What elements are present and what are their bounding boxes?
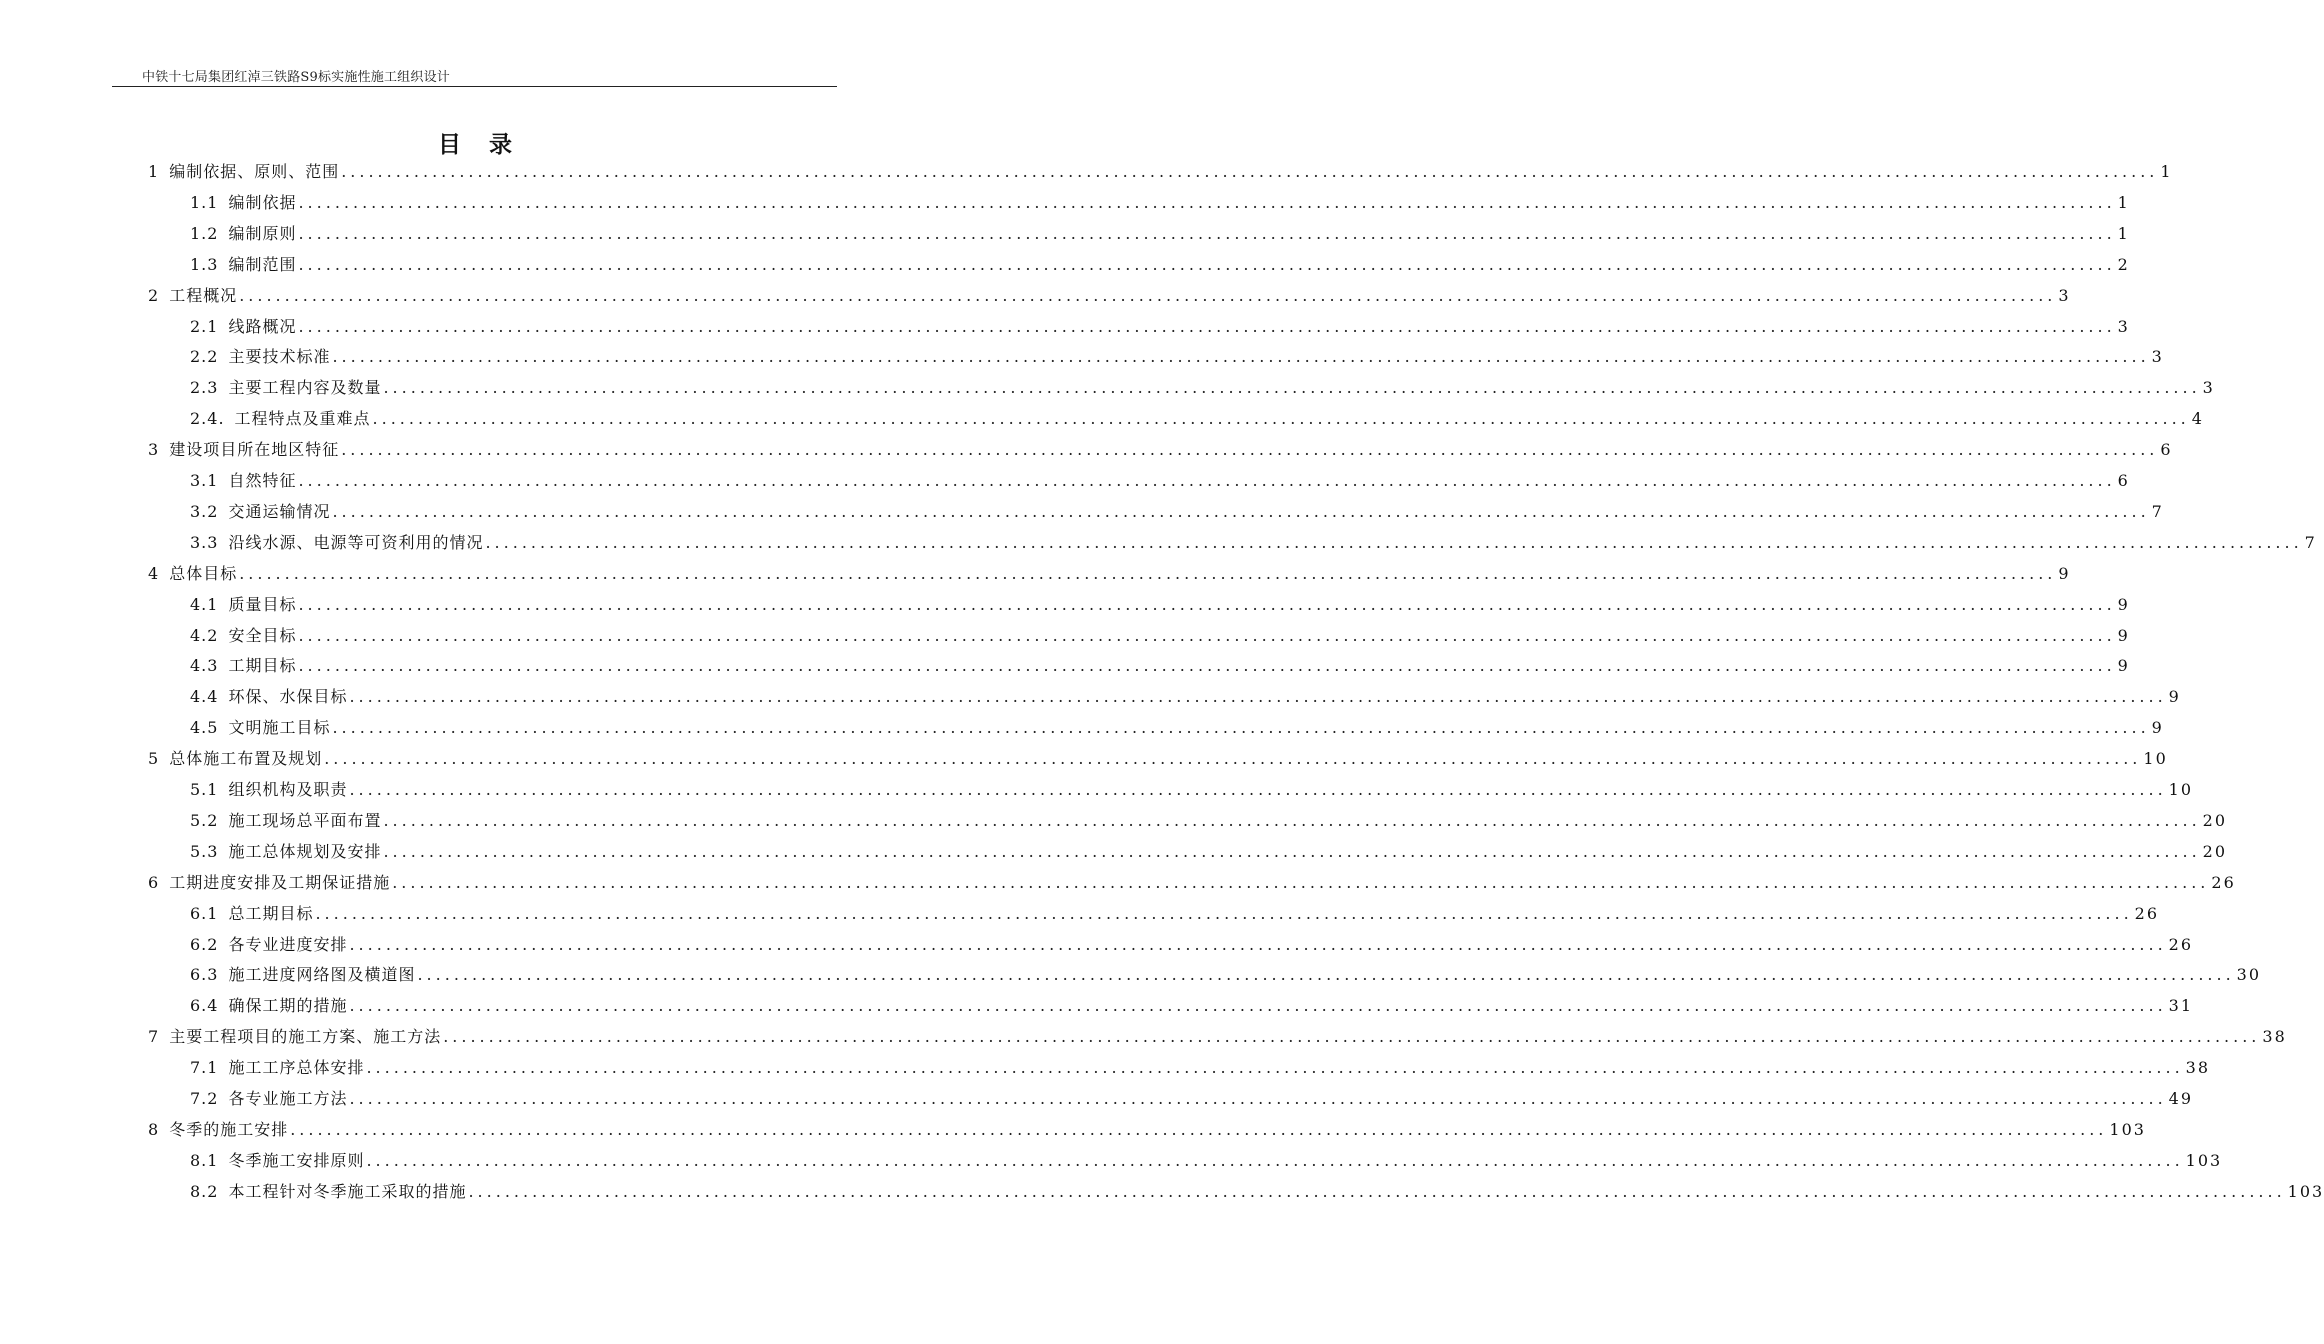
toc-entry-number: 3 <box>148 440 160 460</box>
toc-entry-number: 5 <box>148 749 160 769</box>
toc-entry-page: 3 <box>2151 347 2164 367</box>
toc-entry-label: 工期进度安排及工期保证措施 <box>169 872 391 892</box>
toc-entry-label: 编制范围 <box>228 254 297 274</box>
toc-entry-number: 1 <box>148 162 160 181</box>
toc-entry-number: 3.1 <box>190 471 219 490</box>
toc-leader-dots: ........................................................................................................................................................................................................ <box>239 563 2057 583</box>
toc-entry-label: 沿线水源、电源等可资利用的情况 <box>228 532 484 552</box>
toc-leader-dots: ........................................................................................................................................................................................................ <box>298 471 2116 490</box>
toc-entry-label: 编制依据、原则、范围 <box>169 162 340 181</box>
toc-leader-dots: ........................................................................................................................................................................................................ <box>485 532 2303 552</box>
toc-entry-number: 4 <box>148 563 160 583</box>
toc-entry-label: 交通运输情况 <box>228 501 331 521</box>
toc-entry-page: 9 <box>2117 594 2130 614</box>
toc-title: 目 录 <box>437 131 522 158</box>
toc-entry-page: 30 <box>2236 965 2262 985</box>
toc-leader-dots: ........................................................................................................................................................................................................ <box>392 872 2210 892</box>
toc-entry[interactable] <box>190 1085 2194 1113</box>
page-header <box>112 58 837 87</box>
toc-entry-number: 8.1 <box>190 1150 219 1170</box>
toc-entry-page: 9 <box>2117 625 2130 645</box>
toc-entry-number: 5.1 <box>190 780 219 799</box>
toc-leader-dots: ........................................................................................................................................................................................................ <box>298 656 2116 676</box>
toc-entry[interactable] <box>190 683 2181 711</box>
toc-entry-number: 6.1 <box>190 903 219 923</box>
toc-entry[interactable] <box>148 436 2173 464</box>
toc-leader-dots: ........................................................................................................................................................................................................ <box>239 285 2057 305</box>
toc-leader-dots: ........................................................................................................................................................................................................ <box>383 841 2201 861</box>
toc-entry-label: 文明施工目标 <box>228 718 331 738</box>
toc-entry-number: 2.2 <box>190 347 219 367</box>
toc-entry-page: 3 <box>2202 378 2215 398</box>
toc-entry-number: 4.4 <box>190 687 219 707</box>
toc-entry[interactable] <box>190 467 2130 495</box>
toc-entry-number: 1.2 <box>190 223 219 243</box>
toc-entry-label: 工程特点及重难点 <box>234 409 371 429</box>
toc-entry-number: 4.1 <box>190 594 219 614</box>
toc-entry-label: 编制依据 <box>228 192 297 212</box>
toc-leader-dots: ........................................................................................................................................................................................................ <box>298 594 2116 614</box>
toc-entry-label: 冬季的施工安排 <box>169 1119 289 1139</box>
toc-entry-page: 9 <box>2151 718 2164 738</box>
toc-entry-page: 1 <box>2160 162 2173 181</box>
toc-entry-page: 103 <box>2109 1119 2146 1139</box>
toc-entry-page: 1 <box>2117 192 2130 212</box>
toc-entry[interactable] <box>190 1054 2211 1082</box>
toc-leader-dots: ........................................................................................................................................................................................................ <box>366 1058 2184 1078</box>
toc-leader-dots: ........................................................................................................................................................................................................ <box>349 1089 2167 1108</box>
toc-entry-page: 4 <box>2191 409 2204 429</box>
toc-entry-page: 49 <box>2168 1089 2194 1108</box>
toc-entry[interactable] <box>148 158 2173 186</box>
toc-entry-label: 安全目标 <box>228 625 297 645</box>
toc-entry-page: 103 <box>2287 1181 2324 1201</box>
toc-entry-page: 7 <box>2151 501 2164 521</box>
toc-entry[interactable] <box>190 622 2130 650</box>
toc-entry-label: 质量目标 <box>228 594 297 614</box>
toc-entry[interactable] <box>190 807 2228 835</box>
toc-entry-number: 3.3 <box>190 532 219 552</box>
toc-entry-label: 编制原则 <box>228 223 297 243</box>
toc-leader-dots: ........................................................................................................................................................................................................ <box>324 749 2142 769</box>
toc-entry[interactable] <box>190 189 2130 217</box>
toc-entry[interactable] <box>148 869 2236 897</box>
toc-leader-dots: ........................................................................................................................................................................................................ <box>349 996 2167 1016</box>
toc-entry[interactable] <box>190 1147 2223 1175</box>
toc-entry[interactable] <box>190 529 2317 557</box>
toc-entry-number: 7.1 <box>190 1058 219 1078</box>
toc-entry-label: 总体施工布置及规划 <box>169 749 323 769</box>
toc-entry-label: 确保工期的措施 <box>228 996 348 1016</box>
toc-entry-page: 38 <box>2262 1027 2287 1047</box>
toc-entry-number: 3.2 <box>190 501 219 521</box>
toc-entry-number: 6.2 <box>190 934 219 954</box>
toc-entry-label: 冬季施工安排原则 <box>228 1150 365 1170</box>
toc-entry[interactable] <box>190 992 2194 1020</box>
toc-entry[interactable] <box>190 405 2204 433</box>
toc-entry[interactable] <box>190 498 2164 526</box>
toc-entry-label: 各专业进度安排 <box>228 934 348 954</box>
toc-entry-label: 自然特征 <box>228 471 297 490</box>
toc-entry[interactable] <box>190 313 2130 341</box>
toc-leader-dots: ........................................................................................................................................................................................................ <box>383 378 2201 398</box>
toc-leader-dots: ........................................................................................................................................................................................................ <box>332 718 2150 738</box>
toc-entry-number: 7 <box>148 1027 160 1047</box>
toc-entry-page: 26 <box>2211 872 2236 892</box>
toc-entry-page: 20 <box>2202 841 2228 861</box>
toc-leader-dots: ........................................................................................................................................................................................................ <box>349 934 2167 954</box>
toc-entry-number: 4.5 <box>190 718 219 738</box>
toc-entry-number: 6 <box>148 872 160 892</box>
toc-leader-dots: ........................................................................................................................................................................................................ <box>298 254 2116 274</box>
toc-entry-page: 31 <box>2168 996 2194 1016</box>
toc-entry[interactable] <box>190 838 2228 866</box>
toc-entry[interactable] <box>190 900 2160 928</box>
toc-leader-dots: ........................................................................................................................................................................................................ <box>366 1150 2184 1170</box>
toc-entry-page: 26 <box>2168 934 2194 954</box>
toc-entry-page: 6 <box>2160 440 2173 460</box>
toc-leader-dots: ........................................................................................................................................................................................................ <box>290 1119 2108 1139</box>
toc-entry-number: 2 <box>148 285 160 305</box>
toc-leader-dots: ........................................................................................................................................................................................................ <box>332 501 2150 521</box>
toc-entry-page: 3 <box>2117 316 2130 336</box>
toc-entry-label: 施工总体规划及安排 <box>228 841 382 861</box>
toc-entry-label: 工程概况 <box>169 285 238 305</box>
toc-leader-dots: ........................................................................................................................................................................................................ <box>383 810 2201 830</box>
toc-entry-label: 施工工序总体安排 <box>228 1058 365 1078</box>
toc-entry-label: 总体目标 <box>169 563 238 583</box>
toc-entry[interactable] <box>148 282 2071 310</box>
toc-entry-page: 9 <box>2117 656 2130 676</box>
toc-entry-label: 施工现场总平面布置 <box>228 810 382 830</box>
header-text: 中铁十七局集团红淖三铁路S9标实施性施工组织设计 <box>142 70 450 85</box>
toc-leader-dots: ........................................................................................................................................................................................................ <box>341 162 2159 181</box>
toc-entry-page: 10 <box>2168 780 2194 799</box>
toc-entry-label: 本工程针对冬季施工采取的措施 <box>228 1181 467 1201</box>
toc-entry-page: 103 <box>2185 1150 2223 1170</box>
toc-entry-number: 2.3 <box>190 378 219 398</box>
toc-leader-dots: ........................................................................................................................................................................................................ <box>468 1181 2286 1201</box>
toc-leader-dots: ........................................................................................................................................................................................................ <box>298 223 2116 243</box>
toc-leader-dots: ........................................................................................................................................................................................................ <box>417 965 2235 985</box>
toc-entry-number: 4.2 <box>190 625 219 645</box>
toc-entry-number: 8 <box>148 1119 160 1139</box>
toc-entry-label: 主要技术标准 <box>228 347 331 367</box>
toc-entry-page: 1 <box>2117 223 2130 243</box>
toc-entry[interactable] <box>148 1023 2287 1051</box>
toc-entry[interactable] <box>190 343 2164 371</box>
toc-entry-page: 26 <box>2134 903 2160 923</box>
toc-entry-page: 9 <box>2168 687 2181 707</box>
toc-leader-dots: ........................................................................................................................................................................................................ <box>332 347 2150 367</box>
toc-entry[interactable] <box>190 652 2130 680</box>
toc-entry-page: 7 <box>2304 532 2317 552</box>
toc-entry-number: 7.2 <box>190 1089 219 1108</box>
toc-leader-dots: ........................................................................................................................................................................................................ <box>372 409 2190 429</box>
toc-entry-number: 6.4 <box>190 996 219 1016</box>
toc-entry-number: 1.3 <box>190 254 219 274</box>
toc-entry-page: 38 <box>2185 1058 2211 1078</box>
toc-leader-dots: ........................................................................................................................................................................................................ <box>443 1027 2261 1047</box>
toc-entry-label: 总工期目标 <box>228 903 314 923</box>
toc-entry[interactable] <box>148 560 2071 588</box>
toc-entry-number: 1.1 <box>190 192 219 212</box>
toc-entry-number: 8.2 <box>190 1181 219 1201</box>
toc-entry-page: 20 <box>2202 810 2228 830</box>
toc-entry-label: 建设项目所在地区特征 <box>169 440 340 460</box>
toc-leader-dots: ........................................................................................................................................................................................................ <box>315 903 2133 923</box>
toc-entry-page: 3 <box>2058 285 2071 305</box>
toc-leader-dots: ........................................................................................................................................................................................................ <box>349 687 2167 707</box>
toc-entry[interactable] <box>190 591 2130 619</box>
toc-entry-label: 工期目标 <box>228 656 297 676</box>
toc-entry-page: 2 <box>2117 254 2130 274</box>
toc-leader-dots: ........................................................................................................................................................................................................ <box>298 316 2116 336</box>
toc-entry[interactable] <box>190 714 2164 742</box>
toc-entry[interactable] <box>190 251 2130 279</box>
toc-leader-dots: ........................................................................................................................................................................................................ <box>341 440 2159 460</box>
toc-entry[interactable] <box>190 374 2215 402</box>
toc-entry-label: 主要工程项目的施工方案、施工方法 <box>169 1027 442 1047</box>
toc-entry-label: 组织机构及职责 <box>228 780 348 799</box>
toc-entry[interactable] <box>148 745 2168 773</box>
toc-leader-dots: ........................................................................................................................................................................................................ <box>298 625 2116 645</box>
toc-entry[interactable] <box>148 1116 2146 1144</box>
toc-entry-page: 10 <box>2143 749 2168 769</box>
toc-entry-label: 线路概况 <box>228 316 297 336</box>
toc-entry[interactable] <box>190 961 2262 989</box>
toc-entry-number: 4.3 <box>190 656 219 676</box>
toc-entry[interactable] <box>190 931 2194 959</box>
toc-entry[interactable] <box>190 1178 2324 1206</box>
toc-leader-dots: ........................................................................................................................................................................................................ <box>298 192 2116 212</box>
toc-entry-number: 5.2 <box>190 810 219 830</box>
toc-entry[interactable] <box>190 776 2194 804</box>
toc-entry-label: 各专业施工方法 <box>228 1089 348 1108</box>
toc-leader-dots: ........................................................................................................................................................................................................ <box>349 780 2167 799</box>
toc-entry-number: 6.3 <box>190 965 219 985</box>
toc-entry-number: 2.1 <box>190 316 219 336</box>
toc-entry-page: 6 <box>2117 471 2130 490</box>
toc-entry-label: 环保、水保目标 <box>228 687 348 707</box>
toc-entry[interactable] <box>190 220 2130 248</box>
toc-entry-label: 施工进度网络图及横道图 <box>228 965 416 985</box>
toc-entry-label: 主要工程内容及数量 <box>228 378 382 398</box>
toc-entry-page: 9 <box>2058 563 2071 583</box>
toc-entry-number: 2.4. <box>190 409 225 429</box>
toc-entry-number: 5.3 <box>190 841 219 861</box>
